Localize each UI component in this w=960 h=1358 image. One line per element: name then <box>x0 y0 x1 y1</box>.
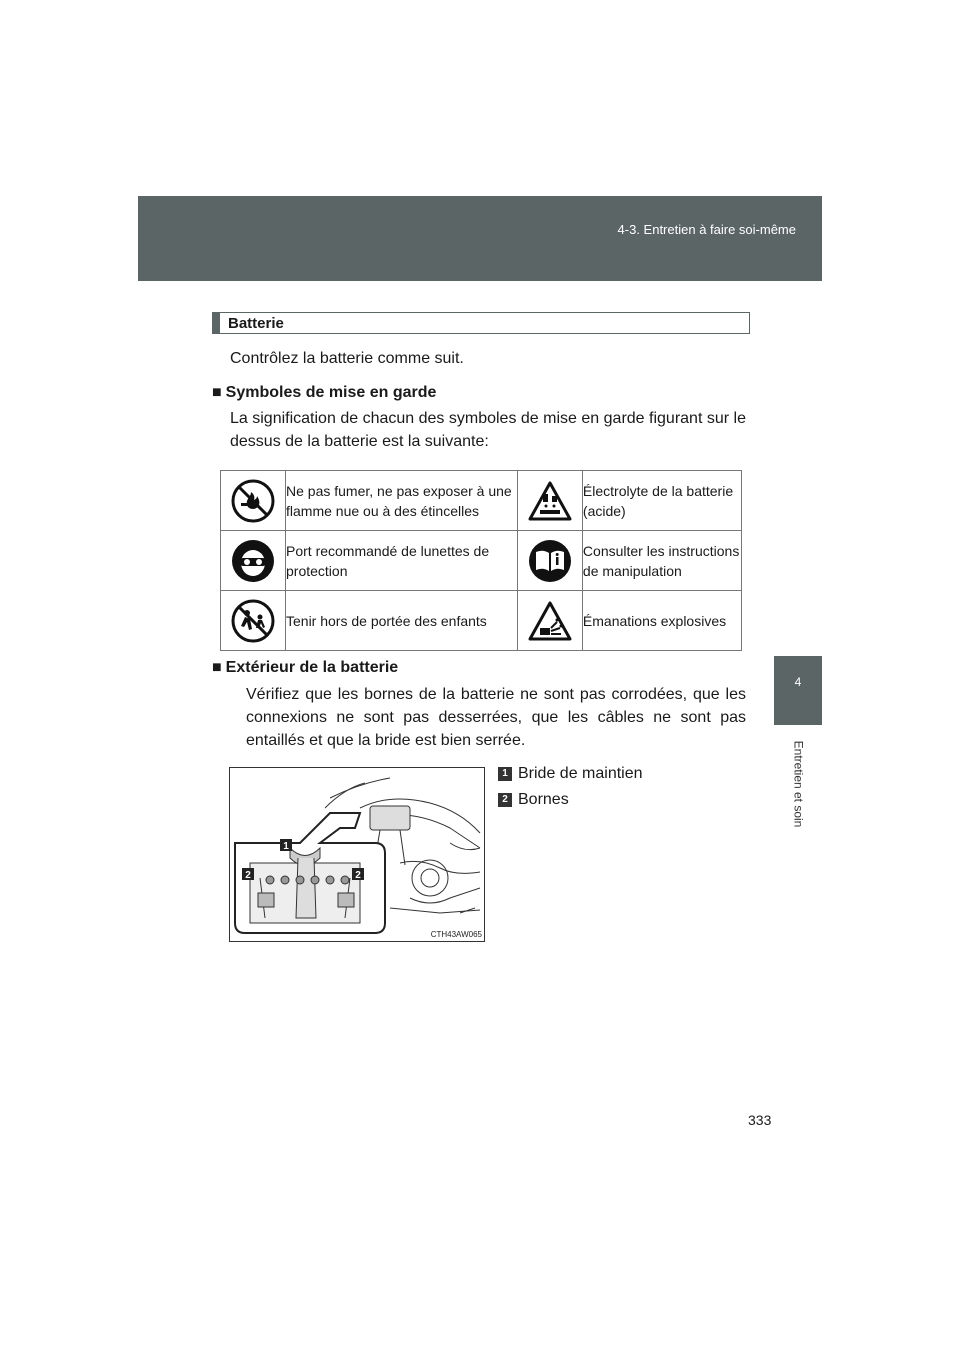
table-cell-icon <box>221 531 286 591</box>
exterior-heading: ■ Extérieur de la batterie <box>212 659 399 676</box>
chapter-title: 4-3. Entretien à faire soi-même <box>617 222 796 237</box>
chapter-header <box>138 196 822 281</box>
square-bullet-icon: ■ <box>212 659 222 676</box>
section-title-bar <box>212 312 750 334</box>
number-badge: 1 <box>498 767 512 781</box>
legend-label: Bornes <box>518 791 569 808</box>
legend-item <box>498 765 643 783</box>
safety-goggles-icon <box>231 539 275 583</box>
engine-battery-drawing <box>230 768 484 941</box>
corrosive-acid-icon <box>527 480 573 522</box>
callout-2-left: 2 <box>245 870 251 881</box>
warning-symbols-table <box>220 470 742 651</box>
table-cell-icon <box>221 591 286 651</box>
table-cell-icon <box>517 531 582 591</box>
number-badge: 2 <box>498 793 512 807</box>
chapter-tab <box>774 656 822 725</box>
section-title: Batterie <box>228 315 284 332</box>
chapter-side-label-text: Entretien et soin <box>791 740 805 828</box>
table-cell-text: Électrolyte de la batterie (acide) <box>582 471 741 531</box>
explosive-gas-icon <box>527 600 573 642</box>
battery-illustration <box>229 767 485 942</box>
no-smoking-flame-icon <box>231 479 275 523</box>
warnings-paragraph: La signification de chacun des symboles de mise en garde figurant sur le dessus de la batterie est la suivante: <box>230 410 746 450</box>
table-cell-icon <box>517 591 582 651</box>
table-row <box>221 471 742 531</box>
chapter-side-label <box>772 728 824 840</box>
table-cell-icon <box>517 471 582 531</box>
page-number: 333 <box>748 1112 772 1128</box>
exterior-paragraph: Vérifiez que les bornes de la batterie ne sont pas corrodées, que les connexions ne sont pas desserrées, que les câbles ne sont pas entaillés et que la bride est bien serrée. <box>246 686 746 749</box>
read-manual-icon <box>528 539 572 583</box>
callout-1: 1 <box>283 841 289 852</box>
table-row <box>221 591 742 651</box>
figure-code: CTH43AW065 <box>430 930 482 939</box>
chapter-tab-number: 4 <box>794 675 802 689</box>
table-row <box>221 531 742 591</box>
legend-label: Bride de maintien <box>518 765 643 782</box>
callout-2-right: 2 <box>355 870 361 881</box>
table-cell-text: Consulter les instructions de manipulation <box>582 531 741 591</box>
table-cell-text: Tenir hors de portée des enfants <box>286 591 518 651</box>
legend-item <box>498 791 569 809</box>
table-cell-text: Port recommandé de lunettes de protection <box>286 531 518 591</box>
intro-text: Contrôlez la batterie comme suit. <box>230 350 464 367</box>
keep-away-children-icon <box>231 599 275 643</box>
table-cell-text: Émanations explosives <box>582 591 741 651</box>
warnings-heading: ■ Symboles de mise en garde <box>212 384 437 401</box>
table-cell-icon <box>221 471 286 531</box>
square-bullet-icon: ■ <box>212 384 222 401</box>
table-cell-text: Ne pas fumer, ne pas exposer à une flamme nue ou à des étincelles <box>286 471 518 531</box>
